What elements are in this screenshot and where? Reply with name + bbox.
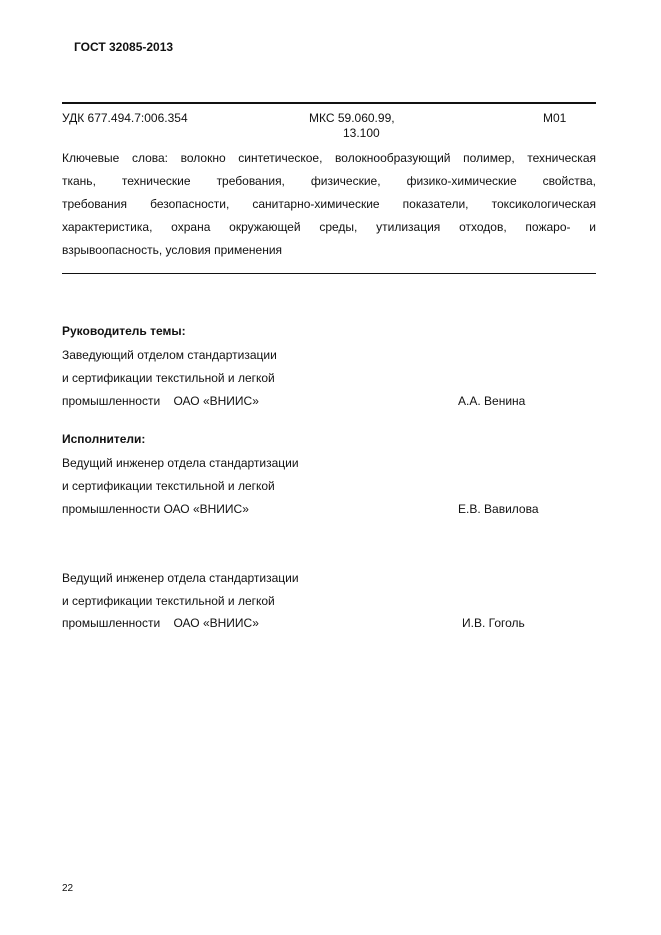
- keywords-paragraph: [62, 147, 596, 262]
- classification-code: М01: [543, 111, 567, 125]
- executor-2-position-line: промышленности ОАО «ВНИИС»: [62, 616, 259, 630]
- mks-code-line2: 13.100: [343, 126, 380, 140]
- standard-header: ГОСТ 32085-2013: [74, 40, 174, 54]
- executor-2-position-line: и сертификации текстильной и легкой: [62, 594, 275, 608]
- leader-heading: Руководитель темы:: [62, 324, 186, 338]
- executor-2-name: И.В. Гоголь: [462, 616, 525, 630]
- keywords-line: характеристика, охрана окружающей среды, утилизация отходов, пожаро- и: [62, 220, 596, 234]
- page-number: 22: [62, 883, 74, 894]
- leader-position-line: промышленности ОАО «ВНИИС»: [62, 394, 259, 408]
- top-rule: [62, 102, 596, 104]
- keywords-line: Ключевые слова: волокно синтетическое, волокнообразующий полимер, техническая: [62, 151, 596, 165]
- leader-position-line: Заведующий отделом стандартизации: [62, 348, 277, 362]
- leader-name: А.А. Венина: [458, 394, 526, 408]
- leader-position-line: и сертификации текстильной и легкой: [62, 371, 275, 385]
- executors-heading: Исполнители:: [62, 432, 146, 446]
- executor-2-position-line: Ведущий инженер отдела стандартизации: [62, 571, 299, 585]
- keywords-line: требования безопасности, санитарно-химические показатели, токсикологическая: [62, 197, 596, 211]
- executor-1-name: Е.В. Вавилова: [458, 502, 539, 516]
- executor-1-position-line: и сертификации текстильной и легкой: [62, 479, 275, 493]
- executor-1-position-line: промышленности ОАО «ВНИИС»: [62, 502, 249, 516]
- bottom-rule: [62, 273, 596, 274]
- keywords-line: ткань, технические требования, физические, физико-химические свойства,: [62, 174, 596, 188]
- executor-1-position-line: Ведущий инженер отдела стандартизации: [62, 456, 299, 470]
- mks-code-line1: МКС 59.060.99,: [309, 111, 395, 125]
- udk-code: УДК 677.494.7:006.354: [62, 111, 188, 125]
- keywords-line: взрывоопасность, условия применения: [62, 243, 283, 257]
